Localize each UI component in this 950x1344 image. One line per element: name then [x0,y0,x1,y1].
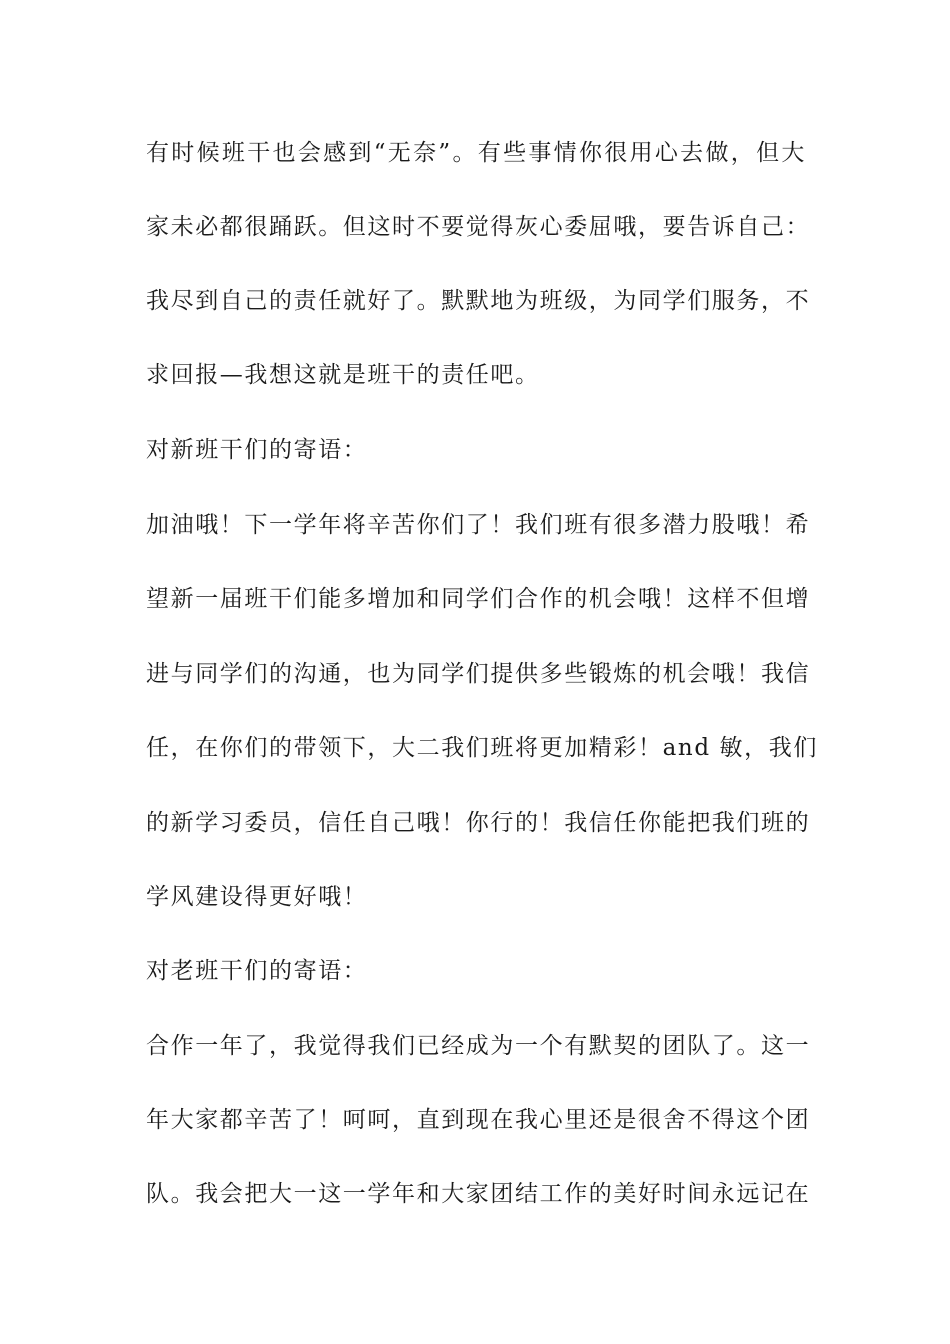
paragraph-line: 我尽到自己的责任就好了。默默地为班级，为同学们服务，不 [146,288,811,314]
paragraph-line: 年大家都辛苦了！呵呵，直到现在我心里还是很舍不得这个团 [146,1107,811,1133]
paragraph-line: 有时候班干也会感到“无奈”。有些事情你很用心去做，但大 [146,140,806,166]
paragraph-line: 加油哦！下一学年将辛苦你们了！我们班有很多潜力股哦！希 [146,512,811,538]
paragraph-line: 学风建设得更好哦！ [146,884,368,910]
paragraph-line: 家未必都很踊跃。但这时不要觉得灰心委屈哦，要告诉自己： [146,214,811,240]
paragraph-line: 求回报—我想这就是班干的责任吧。 [146,362,540,388]
paragraph-line: 合作一年了，我觉得我们已经成为一个有默契的团队了。这一 [146,1033,811,1059]
paragraph-line: 的新学习委员，信任自己哦！你行的！我信任你能把我们班的 [146,810,811,836]
paragraph-line: 队。我会把大一这一学年和大家团结工作的美好时间永远记在 [146,1181,811,1207]
paragraph-line: 望新一届班干们能多增加和同学们合作的机会哦！这样不但增 [146,586,811,612]
section-heading: 对老班干们的寄语： [146,958,368,984]
section-heading: 对新班干们的寄语： [146,437,368,463]
paragraph-line: 任，在你们的带领下，大二我们班将更加精彩！and 敏，我们 [146,735,818,761]
paragraph-line: 进与同学们的沟通，也为同学们提供多些锻炼的机会哦！我信 [146,661,811,687]
